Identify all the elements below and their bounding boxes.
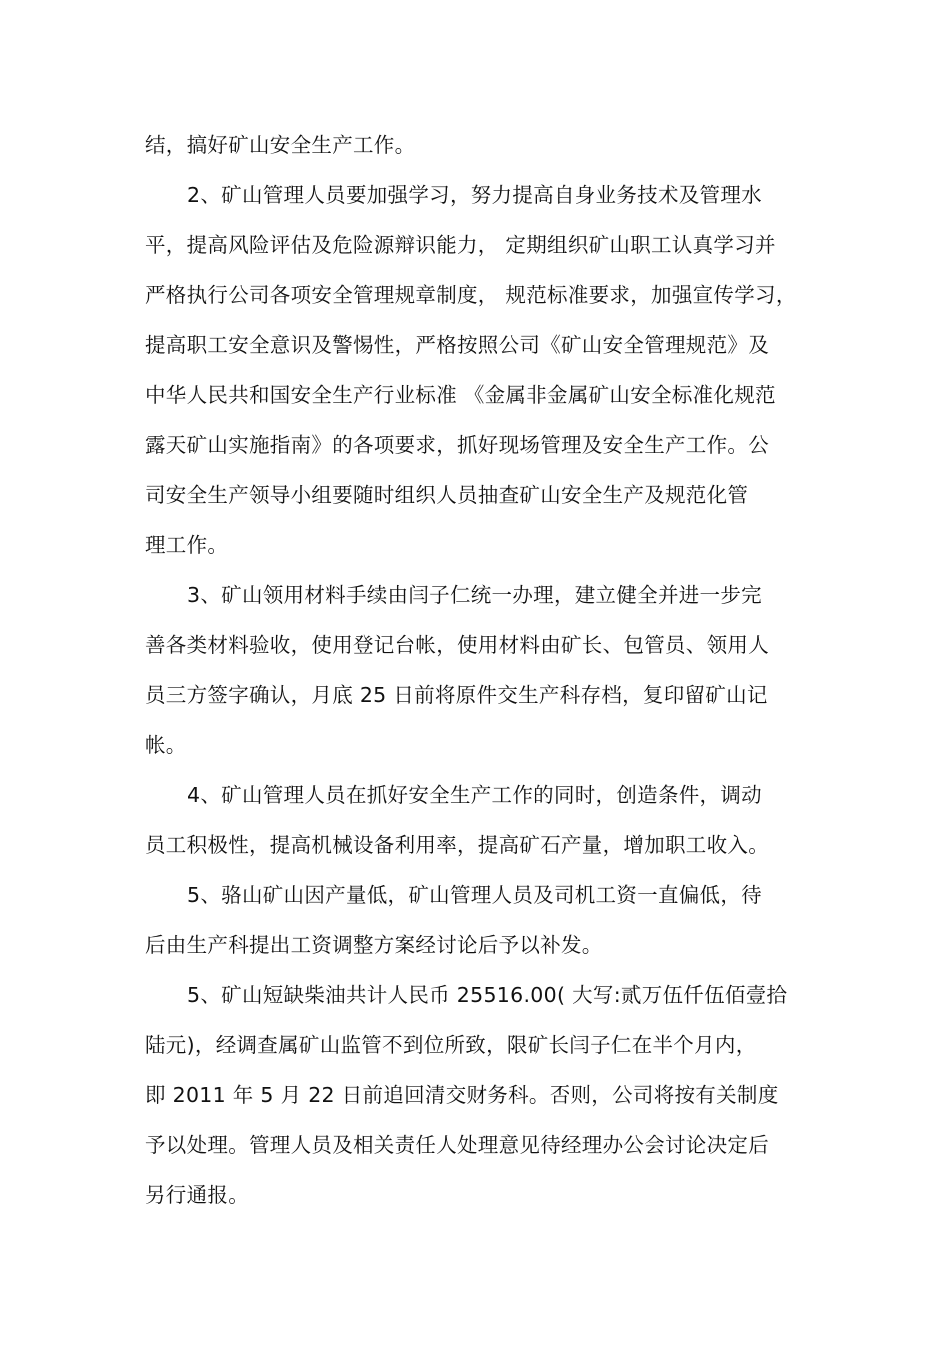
paragraph-3-start: 3、矿山领用材料手续由闫子仁统一办理，建立健全并进一步完 bbox=[187, 583, 762, 607]
paragraph-5b-start: 5、矿山短缺柴油共计人民币 25516.00( 大写:贰万伍仟伍佰壹拾 bbox=[187, 983, 788, 1007]
text-line: 善各类材料验收，使用登记台帐，使用材料由矿长、包管员、领用人 bbox=[145, 633, 769, 657]
text-line: 平，提高风险评估及危险源辩识能力， 定期组织矿山职工认真学习并 bbox=[145, 233, 776, 257]
text-line: 另行通报。 bbox=[145, 1183, 249, 1207]
paragraph-5-start: 5、骆山矿山因产量低，矿山管理人员及司机工资一直偏低，待 bbox=[187, 883, 762, 907]
text-line: 帐。 bbox=[145, 733, 187, 757]
text-line: 理工作。 bbox=[145, 533, 229, 557]
text-line: 中华人民共和国安全生产行业标准 《金属非金属矿山安全标准化规范 bbox=[145, 383, 776, 407]
text-line: 员工积极性，提高机械设备利用率，提高矿石产量，增加职工收入。 bbox=[145, 833, 769, 857]
text-line: 露天矿山实施指南》的各项要求，抓好现场管理及安全生产工作。公 bbox=[145, 433, 769, 457]
text-line: 司安全生产领导小组要随时组织人员抽查矿山安全生产及规范化管 bbox=[145, 483, 749, 507]
paragraph-4-start: 4、矿山管理人员在抓好安全生产工作的同时，创造条件，调动 bbox=[187, 783, 762, 807]
text-line: 严格执行公司各项安全管理规章制度， 规范标准要求，加强宣传学习， bbox=[145, 283, 797, 307]
text-line: 结，搞好矿山安全生产工作。 bbox=[145, 133, 416, 157]
text-line: 陆元)，经调查属矿山监管不到位所致，限矿长闫子仁在半个月内， bbox=[145, 1033, 757, 1057]
text-line: 即 2011 年 5 月 22 日前追回清交财务科。否则，公司将按有关制度 bbox=[145, 1083, 779, 1107]
text-line: 提高职工安全意识及警惕性，严格按照公司《矿山安全管理规范》及 bbox=[145, 333, 769, 357]
paragraph-2-start: 2、矿山管理人员要加强学习，努力提高自身业务技术及管理水 bbox=[187, 183, 762, 207]
text-line: 员三方签字确认，月底 25 日前将原件交生产科存档，复印留矿山记 bbox=[145, 683, 768, 707]
text-line: 予以处理。管理人员及相关责任人处理意见待经理办公会讨论决定后 bbox=[145, 1133, 769, 1157]
text-line: 后由生产科提出工资调整方案经讨论后予以补发。 bbox=[145, 933, 603, 957]
